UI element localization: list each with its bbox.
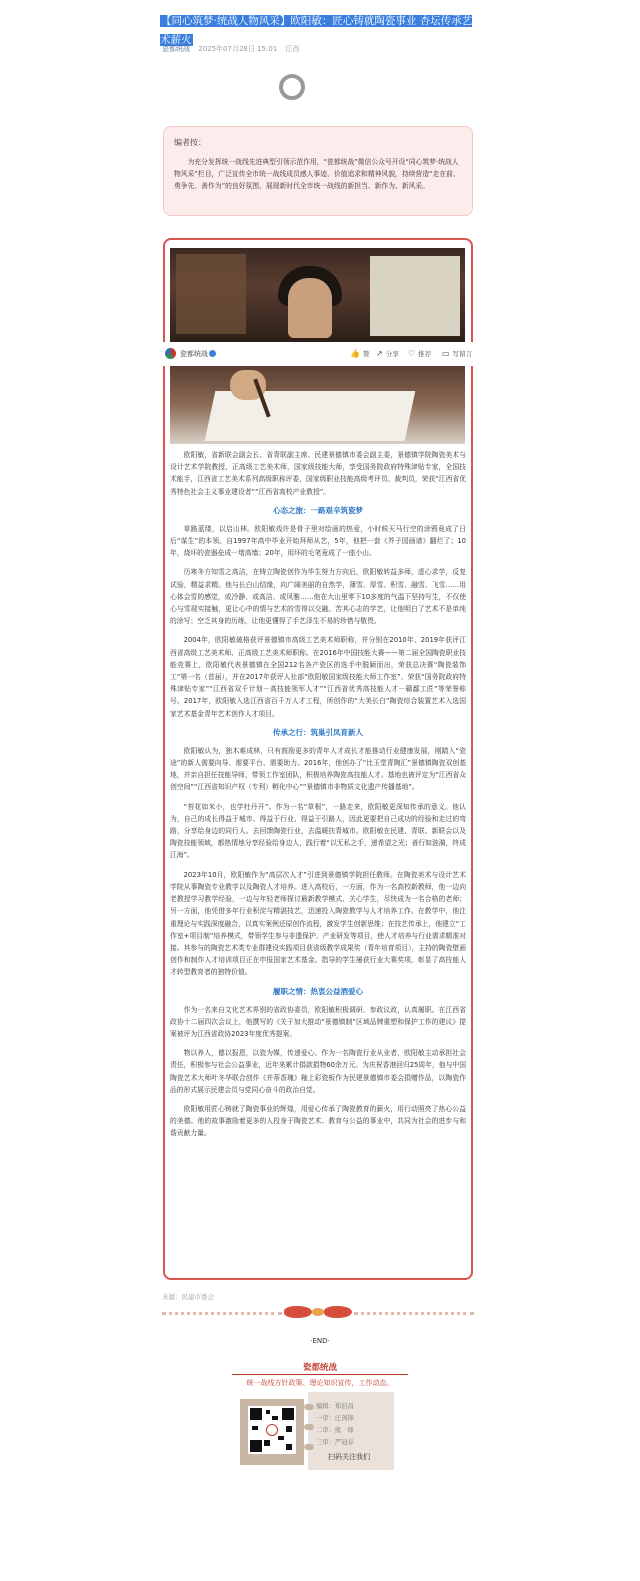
- like-button[interactable]: [350, 349, 369, 358]
- fish-icon: [284, 1306, 312, 1318]
- paragraph: 2023年10月，欧阳敏作为“高层次人才”引进到景德镇学院担任教师。在陶瓷美术与设计艺术学院从事陶瓷专业教学以及陶瓷人才培养。进入高校后，一方面，作为一名高校新教师，他一边向老教授学习教学经验，一边与年轻老师探讨最新教学模式、关心学生，尽快成为一名合格的老师；另一方面，他凭借多年行业积淀与精湛技艺，迅速投入陶瓷教学与人才培养工作。在教学中，他注重理论与实践深度融合，以真实案例还原创作流程，激发学生创新思维；在技艺传承上，他建立“工作室+项目制”培养模式，带领学生参与非遗保护、产业研发等项目，使人才培养与行业需求精准对接。其参与的陶瓷艺术类专业群建设实践项目获省级教学成果奖（青年培育项目），主持的陶瓷壁画创作和制作人才培训项目正在申报国家艺术基金。指导的学生屡获行业大赛奖项，彰显了高技能人才转型教育者的独特价值。: [170, 870, 466, 977]
- article-meta: [162, 44, 306, 54]
- footer-brand: 瓷都统战: [302, 1363, 337, 1373]
- artist-portrait-image: [170, 248, 465, 342]
- share-icon: ↗: [376, 349, 383, 358]
- article-source: 来源：民建市委会: [162, 1293, 214, 1301]
- publish-location: 江西: [285, 45, 300, 53]
- paragraph: “苔花如米小，也学牡丹开”。作为一名“草根”，一路走来，欧阳敏更深知传承的意义。他认为，自己的成长得益于城市、得益于行业、得益于引路人，因此更要把自己成功的经验和走过的弯路，分享给身边的同行人。去回馈陶瓷行业，去温暖扶青城市。欧阳敏在民建、青联、新联会以及陶瓷技能领域，都热情地分享经验给身边人，践行着“以无私之手，递希望之光；善行如涟漪，终成江海”。: [170, 802, 466, 860]
- brand-divider: [232, 1374, 408, 1375]
- thumb-up-icon: 👍: [350, 349, 360, 358]
- flower-icon: [312, 1308, 324, 1316]
- staff-review2: 二审：熊 烽: [316, 1427, 354, 1434]
- article-title-wrap: [160, 9, 476, 47]
- paragraph: 物以养人，德以报恩，以瓷为媒，传递爱心。作为一名陶瓷行业从业者，欧阳敏主动承担社会责任，积极参与社会公益事业，近年来累计捐款捐物60余万元。为庆祝香港回归25周年，他与中国陶瓷艺术大师叶冬华联合创作《并蒂香瑰》釉上彩瓷板作为民建景德镇市委会捐赠作品，以陶瓷作品的形式展示民建会员与党同心奋斗的政治自觉。: [170, 1049, 466, 1094]
- comment-icon: ▭: [442, 349, 450, 358]
- artist-painting-image: [170, 366, 465, 444]
- paragraph: 欧阳敏用匠心铸就了陶瓷事业的辉煌，用爱心传承了陶瓷教育的薪火，用行动照亮了热心公益的美德。他的故事激励着更多的人投身于陶瓷艺术、教育与公益的事业中，共同为社会的进步与和谐贡献力量。: [170, 1104, 466, 1138]
- editor-note: [163, 126, 473, 216]
- paragraph: 欧阳敏认为，独木难成林，只有鼓励更多的青年人才成长才能推动行业健康发展，刚踏入“瓷途”的新人需要向导、需要平台、需要助力。2016年，他创办了“比玉堂青陶汇”景德镇陶瓷双创基地，并亲自担任技能导师，带领工作室团队，积极培养陶瓷高技能人才。基地也被评定为“江西省众创空间”“江西省知识产权（专利）孵化中心”“景德镇市非物质文化遗产传播基地”。: [170, 746, 466, 792]
- staff-review3: 三审：严冠春: [316, 1439, 354, 1446]
- follow-us-label: 扫码关注我们: [328, 1453, 370, 1461]
- recommend-button[interactable]: [408, 349, 431, 358]
- account-link[interactable]: 瓷都统战: [162, 45, 190, 53]
- paragraph: 欧阳敏，省新联会副会长、省青联副主席、民建景德镇市委会副主委，景德镇学院陶瓷美术与设计艺术学院教授，正高级工艺美术师，国家级技能大师，享受国务院政府特殊津贴专家，全国技术能手，江西省工艺美术系列高级职称评委，国家级职业技能高级考评员、裁判员，荣获“江西省优秀特色社会主义事业建设者”“江西省高校产业教授”。: [170, 451, 466, 496]
- paragraph: 2004年，欧阳敏破格获评景德镇市高级工艺美术师职称，并分别在2010年、2019年获评江西省高级工艺美术师、正高级工艺美术师职称。在2016年中国技能大赛——第二届全国陶瓷职业技能竞赛上，欧阳敏代表景德镇在全国212名各产瓷区的选手中脱颖而出，荣获总决赛“陶瓷装饰工”第一名（首届），并在2017年获评人社部“欧阳敏国家级技能大师工作室”、荣获“国务院政府特殊津贴专家”“江西省双千计划－高技能领军人才”“江西省优秀高技能人才－赣鄱工匠”等荣誉称号。2017年，欧阳敏入选江西省百千万人才工程，所创作的“大美长白”陶瓷综合装置艺术入选国家艺术基金青年艺术创作人才项目。: [170, 636, 466, 718]
- paragraph: 历寒冬方知雪之高洁，在铸立陶瓷创作为毕生努力方向后，欧阳敏转益多师，虚心求学，反复试验，精益求精。他与长白山结缘，向广阔美丽的自然学，薄雪、厚雪、积雪、融雪、飞雪……用心体会雪的感觉，或冷静、或高洁、或风雅……他在大山里零下10多度的气温下坚持写生，不仅使心与雪现实接触，更让心中的情与艺术的雪得以交融。苦其心志的学艺，让他明白了艺术不是单纯的涂写；空乏其身的历练，让他更懂得了手艺泽生不易的珍惜与敬畏。: [170, 568, 466, 626]
- comment-label: 写留言: [452, 350, 473, 358]
- loading-spinner-icon: [279, 74, 305, 100]
- comment-button[interactable]: [442, 349, 472, 358]
- fish-icon: [324, 1306, 352, 1318]
- section-heading: 传承之行：筑巢引凤育新人: [273, 727, 363, 737]
- end-marker: ·END·: [310, 1337, 330, 1345]
- toolbar-account-name[interactable]: 瓷都统战: [180, 350, 208, 358]
- paragraph: 草路蓝缕，以启山林。欧阳敏戏许是骨子里对绘画的热爱，小时候天马行空的涂鸦竟成了日后“谋生”的本领。自1997年高中毕业开始拜师从艺，5年，他把一套《芥子园画谱》翻烂了；10年，烧坏的瓷器垒成一堵高墙；20年，用坏的毛笔竟成了一座小山。: [170, 524, 466, 558]
- fish-divider: [162, 1305, 474, 1319]
- like-label: 赞: [362, 350, 370, 358]
- verified-icon: [209, 350, 216, 357]
- recommend-label: 推荐: [418, 350, 432, 358]
- paragraph: 作为一名来自文化艺术界别的省政协委员，欧阳敏积极调研、参政议政，认真履职。在江西省政协十二届四次会议上，他撰写的《关于加大推动“景德镇制”区域品牌重塑和保护工作的建议》提案被评为江西省政协2023年度优秀提案。: [170, 1005, 466, 1038]
- editor-note-heading: 编者按：: [174, 138, 206, 147]
- section-heading: 履职之情：热衷公益酒爱心: [273, 986, 363, 996]
- article-toolbar: [160, 342, 480, 366]
- heart-icon: ♡: [408, 349, 416, 358]
- share-button[interactable]: [376, 349, 399, 358]
- article-title: 【同心筑梦·统战人物风采】欧阳敏：匠心铸就陶瓷事业 杏坛传承艺术薪火: [160, 15, 473, 46]
- section-heading: 心态之旅：一路艰辛筑瓷梦: [273, 505, 363, 515]
- publish-date: 2025年07月28日 15:01: [198, 45, 278, 53]
- qr-code-icon[interactable]: [248, 1406, 296, 1454]
- account-logo-icon[interactable]: [165, 348, 176, 359]
- staff-editor: 编辑：郑伯昌: [316, 1403, 354, 1410]
- share-label: 分享: [385, 350, 399, 358]
- footer-slogan: 统一战线方针政策、理论知识宣传，工作动态。: [246, 1379, 394, 1387]
- staff-review1: 一审：汪剑锋: [316, 1415, 354, 1422]
- article-content: [170, 449, 466, 1147]
- editor-note-body: 为充分发挥统一战线先进典型引领示范作用，“瓷都统战”微信公众号开设“同心筑梦·统战人物风采”栏目，广泛宣传全市统一战线成员感人事迹、价值追求和精神风貌，持续营造“走在前、勇争先、善作为”的良好氛围，展现新时代全市统一战线的新担当、新作为、新风采。: [174, 158, 460, 190]
